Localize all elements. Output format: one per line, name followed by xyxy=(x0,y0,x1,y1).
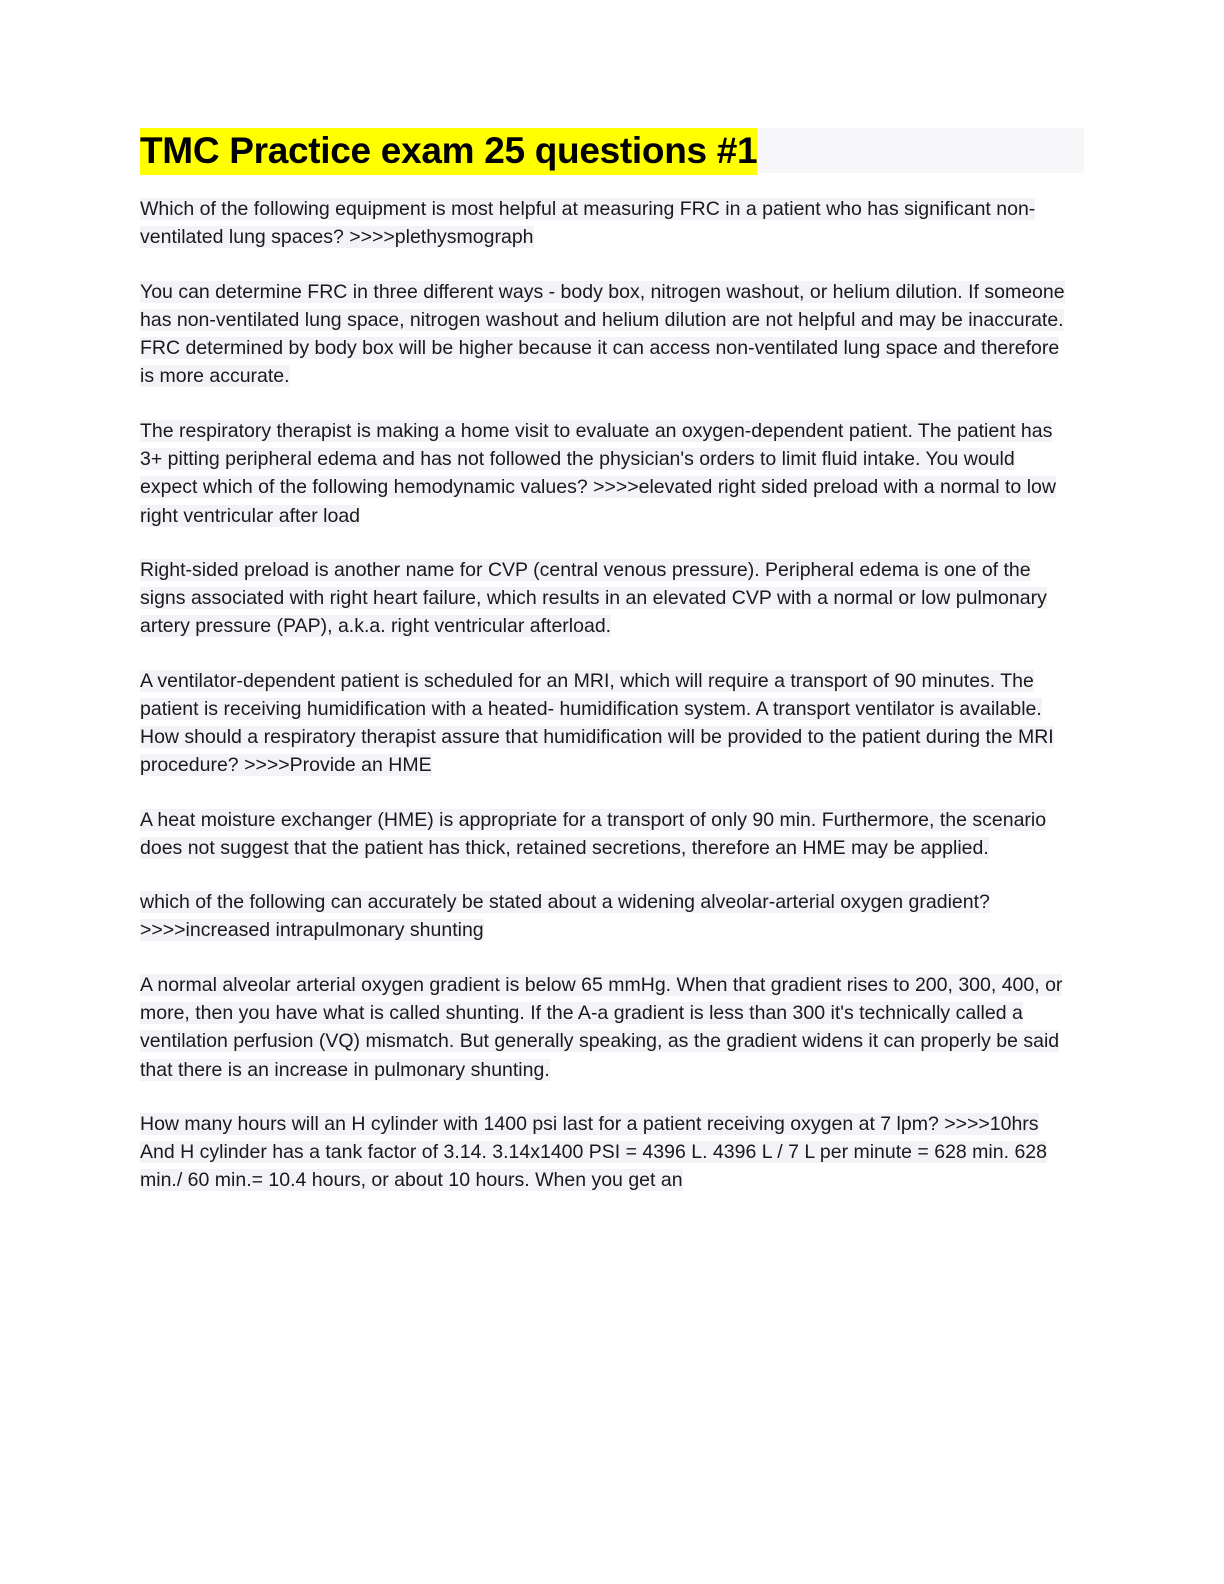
paragraph-2: You can determine FRC in three different ways - body box, nitrogen washout, or helium dilution. If someone has non-ventilated lung space, nitrogen washout and helium dilution are not helpful and may be inaccurate. FRC determined by body box will be higher because it can access non-ventilated lung space and therefore is more accurate. xyxy=(140,280,1065,388)
paragraph-3: The respiratory therapist is making a home visit to evaluate an oxygen-dependent patient. The patient has 3+ pitting peripheral edema and has not followed the physician's orders to limit fluid intake. You would expect which of the following hemodynamic values? >>>>elevated right sided preload with a normal to low right ventricular after load xyxy=(140,419,1056,527)
page-title xyxy=(140,128,1084,173)
paragraph-10: And H cylinder has a tank factor of 3.14. 3.14x1400 PSI = 4396 L. 4396 L / 7 L per minute = 628 min. 628 min./ 60 min.= 10.4 hours, or about 10 hours. When you get an xyxy=(140,1141,1047,1192)
paragraph-6: A heat moisture exchanger (HME) is appropriate for a transport of only 90 min. Furthermore, the scenario does not suggest that the patient has thick, retained secretions, therefore an HME may be applied. xyxy=(140,808,1047,859)
paragraph-5: A ventilator-dependent patient is scheduled for an MRI, which will require a transport of 90 minutes. The patient is receiving humidification with a heated- humidification system. A transport ventilator is available. How should a respiratory therapist assure that humidification will be provided to the patient during the MRI procedure? >>>>Provide an HME xyxy=(140,669,1054,777)
paragraph-8: A normal alveolar arterial oxygen gradient is below 65 mmHg. When that gradient rises to 200, 300, 400, or more, then you have what is called shunting. If the A-a gradient is less than 300 it's technically called a ventilation perfusion (VQ) mismatch. But generally speaking, as the gradient widens it can properly be said that there is an increase in pulmonary shunting. xyxy=(140,973,1063,1081)
paragraph-9: How many hours will an H cylinder with 1400 psi last for a patient receiving oxygen at 7 lpm? >>>>10hrs xyxy=(140,1112,1039,1135)
paragraph-4: Right-sided preload is another name for CVP (central venous pressure). Peripheral edema is one of the signs associated with right heart failure, which results in an elevated CVP with a normal or low pulmonary artery pressure (PAP), a.k.a. right ventricular afterload. xyxy=(140,558,1047,638)
page-title-text: TMC Practice exam 25 questions #1 xyxy=(140,128,757,175)
paragraph-7: which of the following can accurately be stated about a widening alveolar-arterial oxygen gradient? >>>>increased intrapulmonary shunting xyxy=(140,891,990,942)
paragraph-1: Which of the following equipment is most helpful at measuring FRC in a patient who has significant non-ventilated lung spaces? >>>>plethysmograph xyxy=(140,198,1036,249)
